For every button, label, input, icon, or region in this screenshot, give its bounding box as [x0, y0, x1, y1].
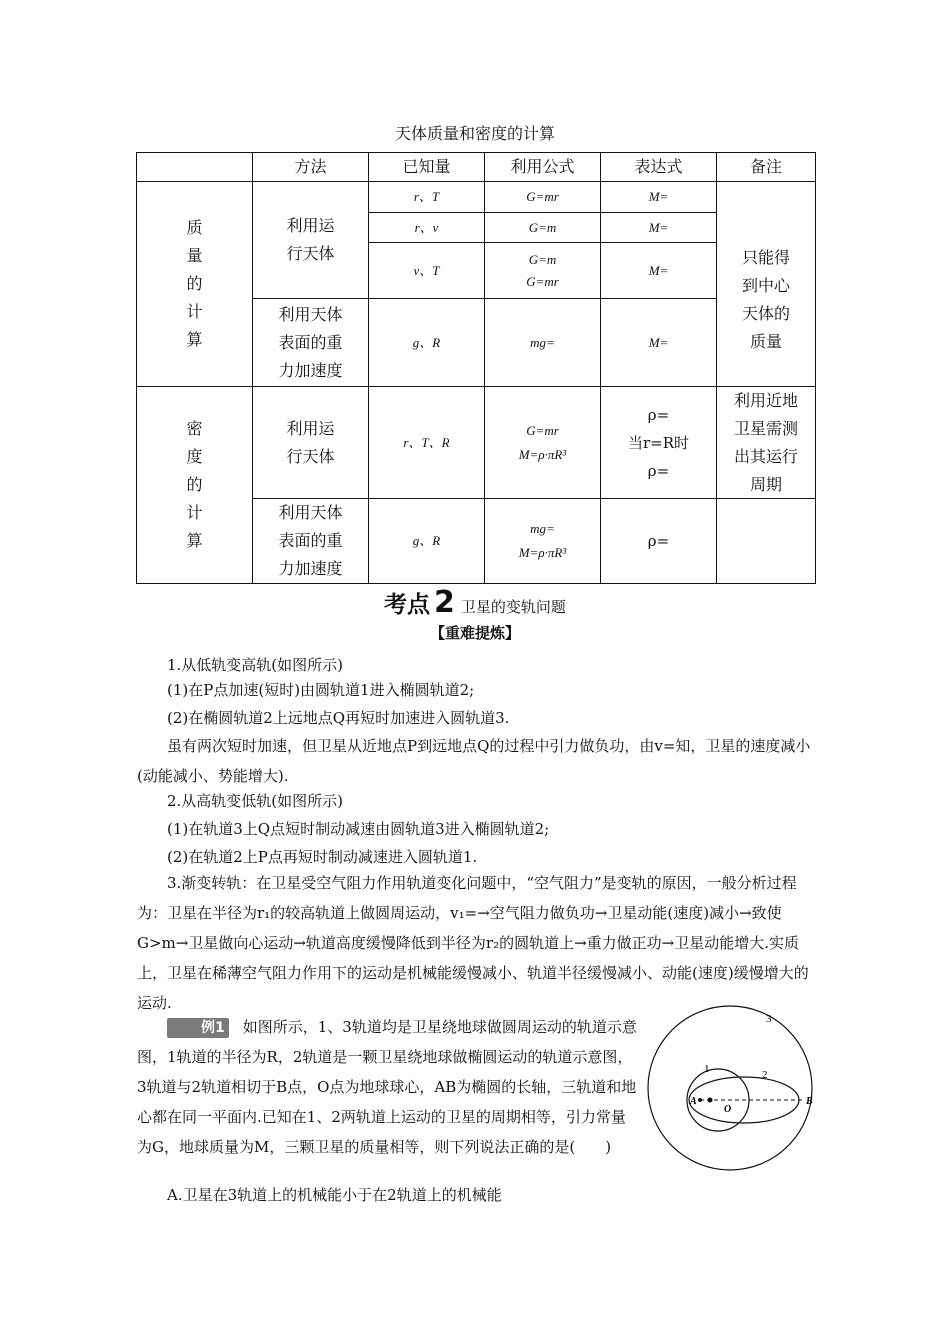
- section-number: 2: [434, 585, 455, 620]
- example-tag: 例1: [167, 1018, 229, 1038]
- formula-density-1: G=mr M=ρ·πR³: [518, 422, 567, 462]
- formula-mass-1: G=mr: [526, 189, 559, 204]
- label-orbit-1: 1: [704, 1063, 710, 1075]
- sub-heading: 【重难提炼】: [429, 624, 520, 642]
- row-label-mass: 质 量 的 计 算: [186, 218, 203, 349]
- paragraph-7: (2)在轨道2上P点再短时制动减速进入圆轨道1.: [167, 848, 478, 866]
- known-density-2: g、R: [412, 533, 441, 548]
- method-surface-mass: 利用天体 表面的重 力加速度: [278, 304, 343, 380]
- expr-density-2: ρ=: [647, 532, 670, 550]
- table-title: 天体质量和密度的计算: [394, 124, 555, 143]
- row-label-density: 密 度 的 计 算: [186, 419, 203, 550]
- expr-density-1: ρ= 当r=R时 ρ=: [627, 405, 690, 480]
- known-mass-2: r、v: [414, 219, 439, 235]
- expr-mass-1: M=: [648, 189, 669, 204]
- method-orbit-mass: 利用运 行天体: [286, 216, 335, 263]
- formula-density-2: mg= M=ρ·πR³: [518, 521, 567, 560]
- paragraph-2: (1)在P点加速(短时)由圆轨道1进入椭圆轨道2;: [167, 681, 475, 699]
- section-heading: [0, 585, 950, 620]
- known-mass-3: v、T: [413, 262, 440, 278]
- note-density: 利用近地 卫星需测 出其运行 周期: [733, 390, 798, 494]
- point-a-dot: [698, 1098, 702, 1102]
- paragraph-3: (2)在椭圆轨道2上远地点Q再短时加速进入圆轨道3.: [167, 709, 510, 727]
- expr-mass-3: M=: [648, 262, 669, 278]
- section-label: 考点: [384, 592, 431, 618]
- method-surface-density: 利用天体 表面的重 力加速度: [278, 503, 343, 578]
- header-expression: 表达式: [634, 156, 683, 176]
- orbit-3-circle: [648, 1006, 812, 1170]
- formula-mass-2: G=m: [528, 219, 557, 235]
- paragraph-6: (1)在轨道3上Q点短时制动减速由圆轨道3进入椭圆轨道2;: [167, 820, 550, 838]
- label-point-o: O: [724, 1104, 732, 1115]
- expr-mass-4: M=: [648, 334, 669, 350]
- method-orbit-density: 利用运 行天体: [286, 418, 335, 466]
- paragraph-8: 3.渐变转轨：在卫星受空气阻力作用轨道变化问题中，“空气阻力”是变轨的原因，一般分析过程为：卫星在半径为r₁的较高轨道上做圆周运动，v₁=→空气阻力做负功→卫星动能(速度)减小→致使G>m→卫星做向心运动→轨道高度缓慢降低到半径为r₂的圆轨道上→重力做正功→卫星动能增大.实质上，卫星在稀薄空气阻力作用下的运动是机械能缓慢减小、轨道半径缓慢减小、动能(速度)缓慢增大的运动.: [137, 874, 809, 1012]
- paragraph-1: 1.从低轨变高轨(如图所示): [167, 656, 344, 674]
- formula-mass-4: mg=: [530, 334, 555, 350]
- header-known: 已知量: [402, 156, 451, 176]
- section-title: 卫星的变轨问题: [460, 598, 566, 616]
- note-mass: 只能得 到中心 天体的 质量: [741, 247, 790, 351]
- example-block: [137, 1012, 637, 1162]
- earth-center-dot: [708, 1098, 713, 1103]
- paragraph-4: 虽有两次短时加速，但卫星从近地点P到远地点Q的过程中引力做负功，由v=知，卫星的速度减小(动能减小、势能增大).: [137, 737, 811, 785]
- paragraph-5: 2.从高轨变低轨(如图所示): [167, 792, 344, 810]
- orbit-diagram: [640, 1000, 820, 1180]
- known-mass-1: r、T: [413, 189, 440, 204]
- formula-mass-3: G=m G=mr: [526, 251, 559, 289]
- label-point-a: A: [690, 1096, 697, 1107]
- header-note: 备注: [749, 156, 782, 176]
- known-density-1: r、T、R: [403, 434, 450, 450]
- header-method: 方法: [294, 156, 327, 176]
- known-mass-4: g、R: [412, 334, 441, 350]
- label-orbit-3: 3: [766, 1013, 772, 1025]
- option-a: A.卫星在3轨道上的机械能小于在2轨道上的机械能: [167, 1186, 502, 1204]
- label-orbit-2: 2: [762, 1069, 768, 1081]
- expr-mass-2: M=: [648, 219, 669, 235]
- header-formula: 利用公式: [510, 156, 575, 176]
- example-text: 如图所示，1、3轨道均是卫星绕地球做圆周运动的轨道示意图，1轨道的半径为R，2轨道是一颗卫星绕地球做椭圆运动的轨道示意图，3轨道与2轨道相切于B点，O点为地球球心，AB为椭圆的长轴，三轨道和地心都在同一平面内.已知在1、2两轨道上运动的卫星的周期相等，引力常量为G，地球质量为M，三颗卫星的质量相等，则下列说法正确的是( ): [137, 1018, 637, 1156]
- label-point-b: B: [806, 1096, 813, 1107]
